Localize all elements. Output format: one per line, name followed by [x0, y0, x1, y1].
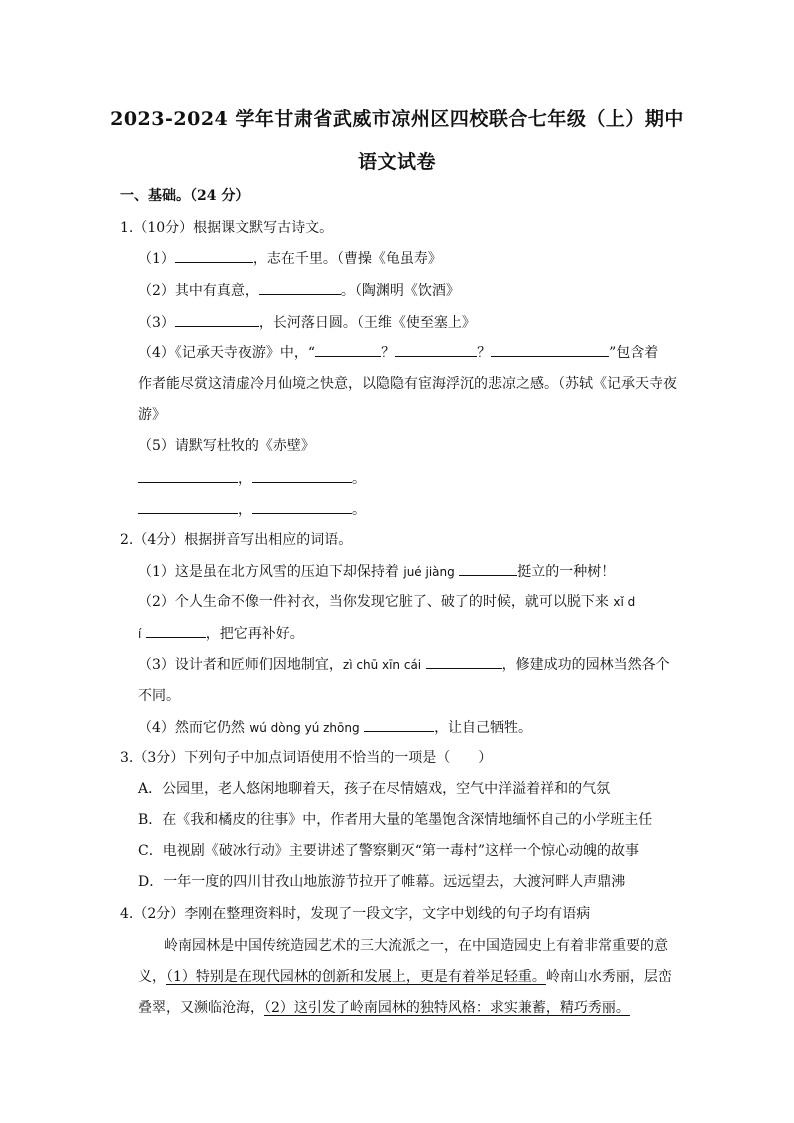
q1-part2-text-b: 。（陶渊明《饮酒》	[340, 283, 460, 299]
answer-blank[interactable]	[252, 468, 352, 483]
punctuation: ，	[238, 502, 252, 518]
pinyin: xǐ d	[613, 595, 636, 609]
passage-text: 岭南山水秀丽，层峦	[545, 969, 672, 985]
q2-part1-text-b: 挺立的一种树！	[517, 564, 616, 580]
q3-option-c[interactable]: C．电视剧《破冰行动》主要讲述了警察剿灭“第一毒村”这样一个惊心动魄的故事	[138, 843, 640, 859]
punctuation: 。	[352, 471, 366, 487]
q2-part1-text-a: （1）这是虽在北方风雪的压迫下却保持着	[138, 564, 399, 580]
q1-part2-text-a: （2）其中有真意，	[138, 283, 259, 299]
answer-blank[interactable]	[138, 499, 238, 514]
underlined-sentence-1: （1）特别是在现代园林的创新和发展上，更是有着举足轻重。	[166, 969, 546, 985]
answer-blank[interactable]	[175, 248, 253, 263]
q1-part4-qmark: ？	[477, 345, 492, 361]
q1-part3	[138, 312, 476, 333]
q2-part2-line2	[138, 623, 304, 644]
passage-text: 叠翠，又濒临沧海，	[138, 1000, 264, 1016]
q1-part4-line2: 作者能尽赏这清虚冷月仙境之快意，以隐隐有宦海浮沉的悲凉之感。（苏轼《记承天寺夜	[138, 376, 677, 392]
answer-blank[interactable]	[252, 499, 352, 514]
q3-stem: 3.（3分）下列句子中加点词语使用不恰当的一项是（ ）	[120, 750, 493, 766]
answer-blank[interactable]	[395, 342, 477, 357]
q4-passage-line3	[138, 998, 630, 1018]
q1-part3-num: （3）	[138, 315, 175, 331]
q1-part5: （5）请默写杜牧的《赤壁》	[138, 438, 315, 454]
q1-part3-text: ，长河落日圆。（王维《使至塞上》	[258, 315, 476, 331]
q2-part4-text-b: ，让自己牺牲。	[434, 720, 533, 736]
exam-title-line2: 语文试卷	[357, 151, 436, 173]
q2-part2-text: （2）个人生命不像一件衬衣，当你发现它脏了、破了的时候，就可以脱下来	[138, 594, 609, 610]
q2-part2-text-b: ，把它再补好。	[205, 626, 304, 642]
q1-part4-text-a: （4）《记承天寺夜游》中，“	[138, 345, 316, 361]
answer-blank[interactable]	[259, 280, 341, 295]
q1-part2	[138, 280, 460, 301]
q2-stem: 2.（4分）根据拼音写出相应的词语。	[120, 532, 353, 548]
answer-blank[interactable]	[175, 312, 259, 327]
q1-part4-qmark: ？	[381, 345, 396, 361]
q4-passage-line2	[138, 967, 672, 987]
pinyin: zì chū xīn cái	[342, 658, 422, 672]
q1-part1	[138, 248, 442, 269]
answer-blank[interactable]	[364, 717, 434, 732]
q3-option-a[interactable]: A．公园里，老人悠闲地聊着天，孩子在尽情嬉戏，空气中洋溢着祥和的气氛	[138, 781, 611, 797]
answer-blank[interactable]	[491, 342, 609, 357]
q4-passage-line1: 岭南园林是中国传统造园艺术的三大流派之一，在中国造园史上有着非常重要的意	[164, 938, 668, 954]
q1-part5-answer-line1	[138, 468, 366, 489]
answer-blank[interactable]	[315, 342, 381, 357]
q2-part3-text-b: ，修建成功的园林当然各个	[501, 657, 670, 673]
q2-part3-text-a: （3）设计者和匠师们因地制宜，	[138, 657, 343, 673]
answer-blank[interactable]	[459, 561, 517, 576]
pinyin: í	[138, 627, 142, 641]
answer-blank[interactable]	[426, 654, 502, 669]
q1-part4	[138, 342, 658, 363]
exam-title-line1: 2023-2024 学年甘肃省武威市凉州区四校联合七年级（上）期中	[110, 108, 684, 130]
q2-part2-line1	[138, 592, 635, 612]
q1-part5-answer-line2	[138, 499, 366, 520]
answer-blank[interactable]	[146, 623, 206, 638]
q1-part4-text-b: ”包含着	[609, 345, 659, 361]
q1-part1-num: （1）	[138, 251, 175, 267]
punctuation: ，	[238, 471, 252, 487]
passage-text: 义，	[138, 969, 166, 985]
q2-part3-line2: 不同。	[138, 688, 180, 704]
q4-stem: 4.（2分）李刚在整理资料时，发现了一段文字，文字中划线的句子均有语病	[120, 906, 591, 922]
answer-blank[interactable]	[138, 468, 238, 483]
q3-option-d[interactable]: D．一年一度的四川甘孜山地旅游节拉开了帷幕。远远望去，大渡河畔人声鼎沸	[138, 874, 626, 890]
q2-part4	[138, 717, 532, 738]
q2-part1	[138, 561, 615, 582]
pinyin: wú dòng yú zhōng	[249, 721, 360, 735]
q1-stem: 1.（10分）根据课文默写古诗文。	[120, 220, 334, 236]
q2-part3	[138, 654, 670, 675]
q2-part4-text-a: （4）然而它仍然	[138, 720, 245, 736]
underlined-sentence-2: （2）这引发了岭南园林的独特风格：求实兼蓄，精巧秀丽。	[264, 1000, 630, 1016]
q3-option-b[interactable]: B．在《我和橘皮的往事》中，作者用大量的笔墨饱含深情地缅怀自己的小学班主任	[138, 812, 653, 828]
section-heading: 一、基础。（24 分）	[120, 188, 250, 204]
q1-part4-line3: 游》	[138, 407, 166, 423]
punctuation: 。	[352, 502, 366, 518]
q1-part1-text: ，志在千里。（曹操《龟虽寿》	[252, 251, 442, 267]
pinyin: jué jiàng	[403, 565, 455, 579]
